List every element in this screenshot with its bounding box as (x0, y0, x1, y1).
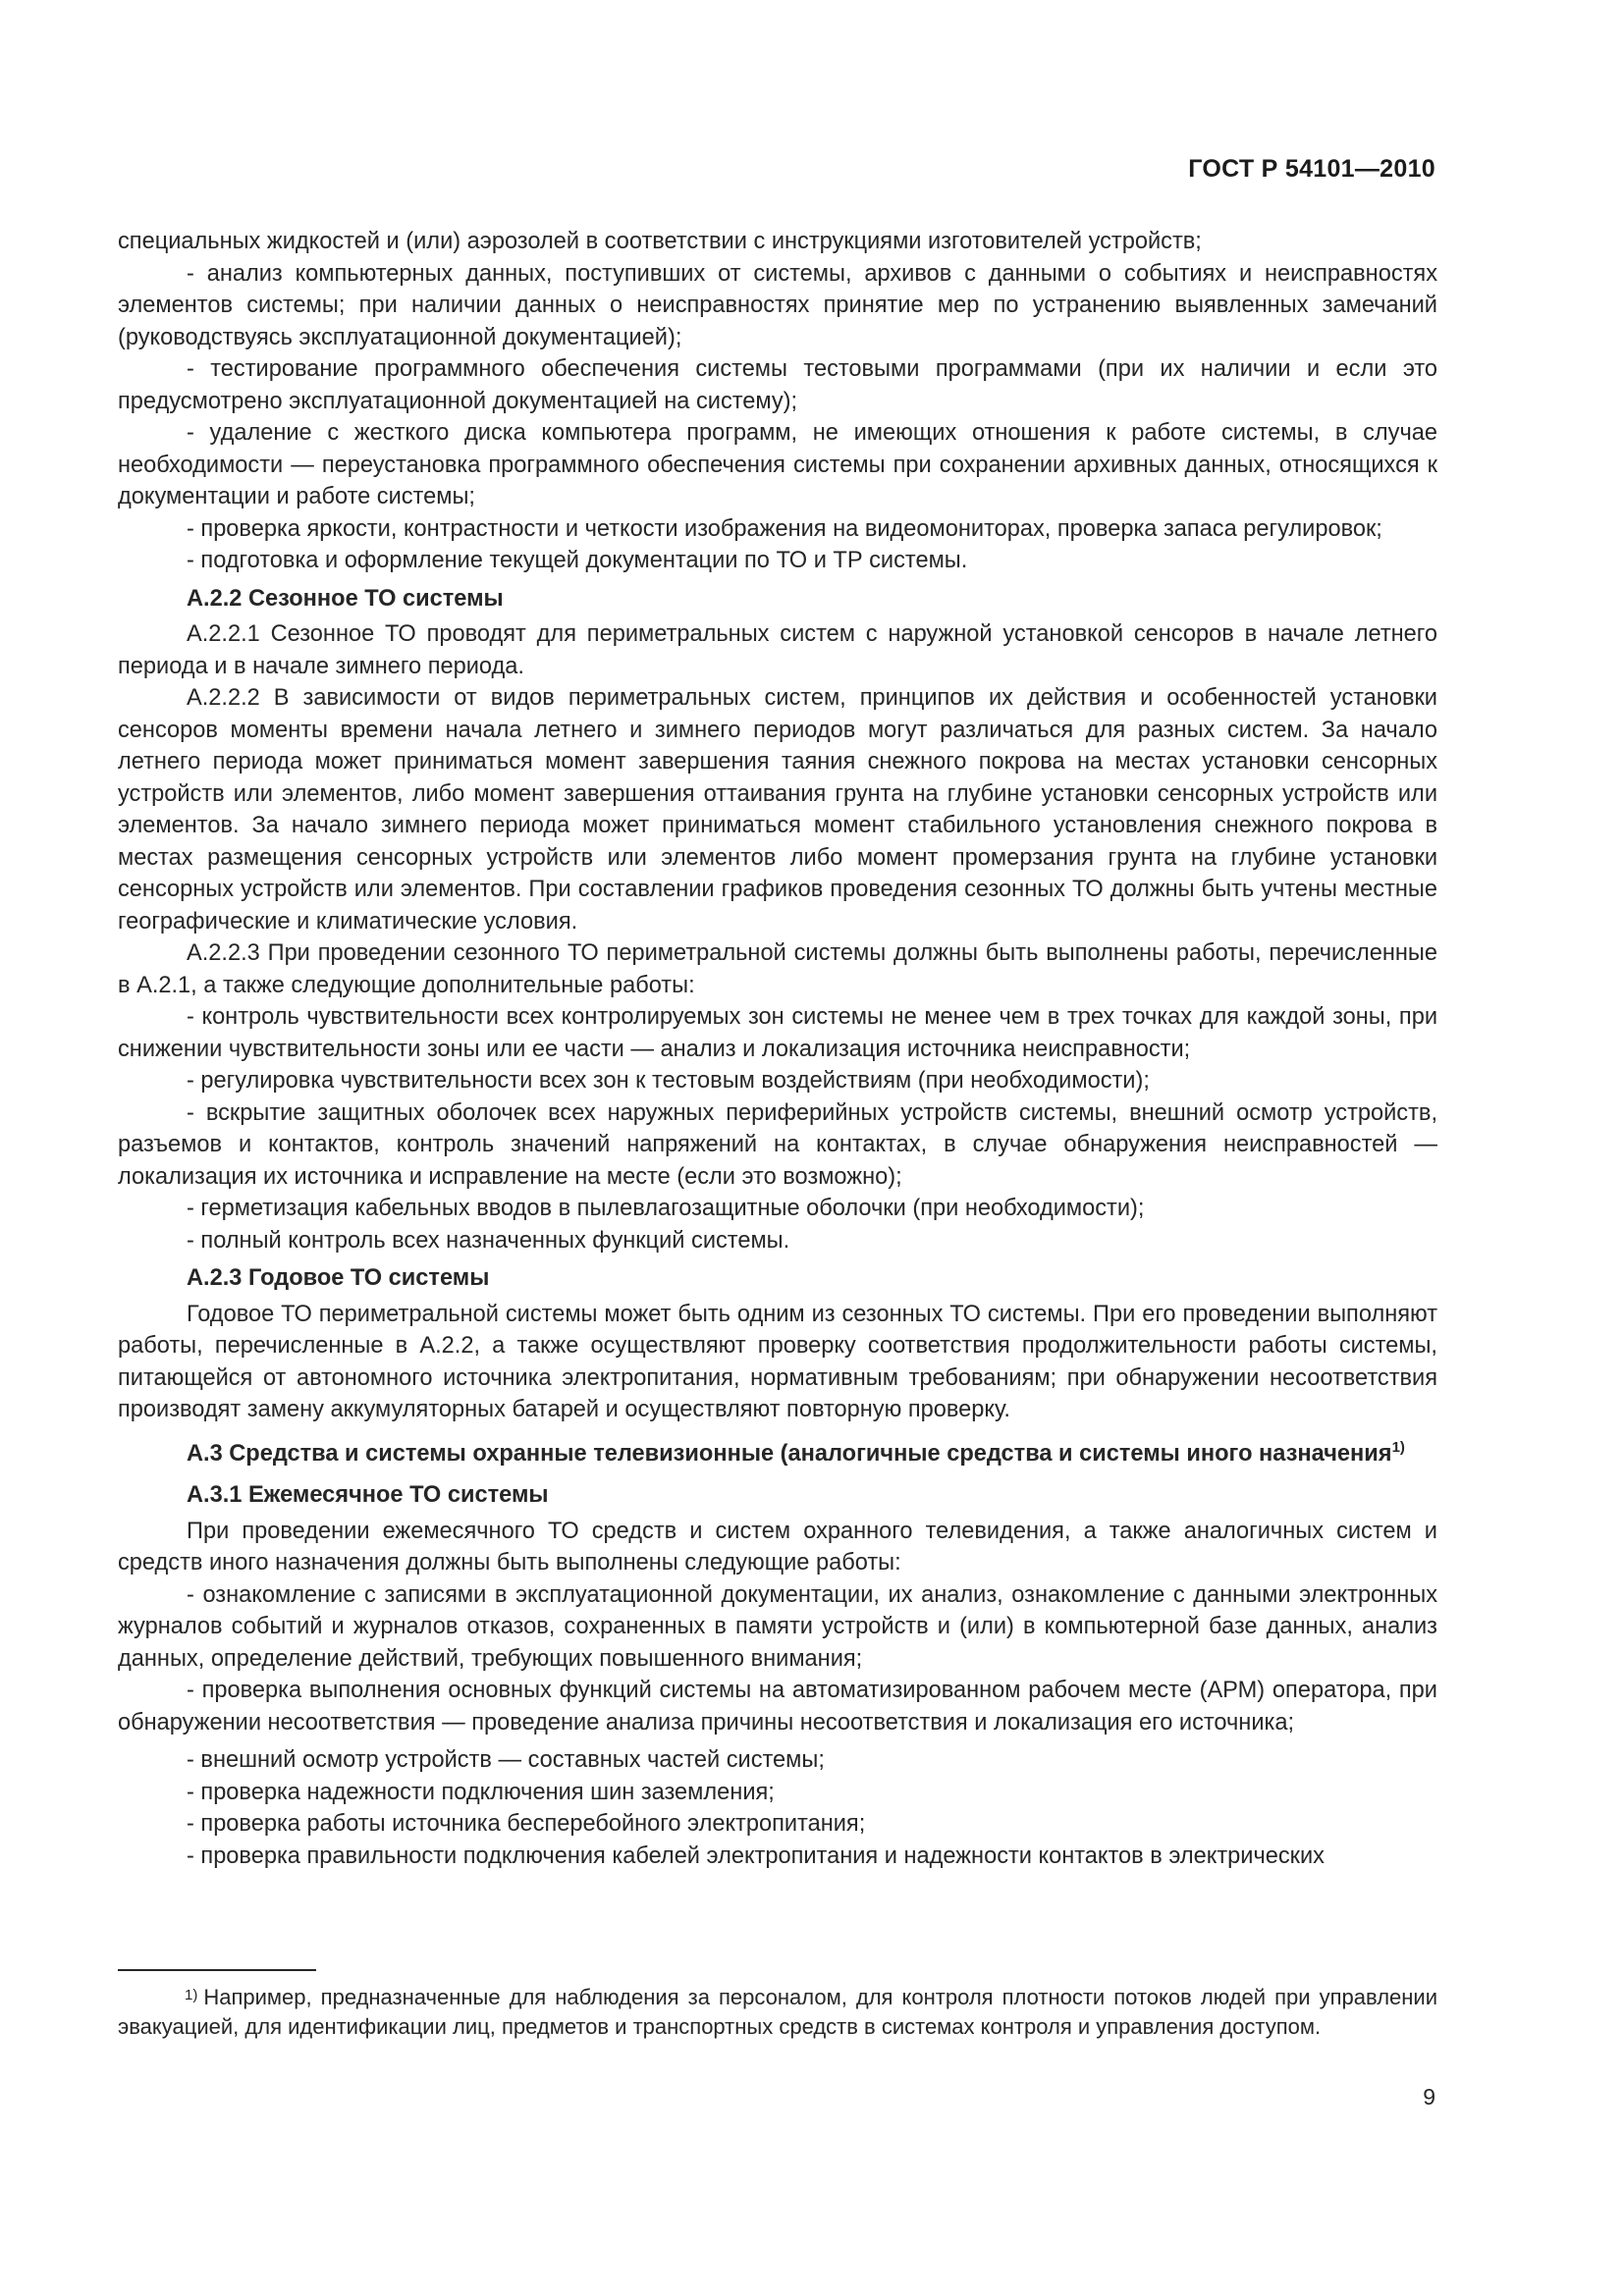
list-item: - анализ компьютерных данных, поступивших от системы, архивов с данными о событиях и неисправностях элементов системы; при наличии данных о неисправностях принятие мер по устранению выявленных замечаний (руководствуясь эксплуатационной документацией); (118, 260, 1437, 350)
list-item: - вскрытие защитных оболочек всех наружных периферийных устройств системы, внешний осмотр устройств, разъемов и контактов, контроль значений напряжений на контактах, в случае обнаружения неисправностей — локализация их источника и исправление на месте (если это возможно); (118, 1099, 1437, 1190)
list-item: - ознакомление с записями в эксплуатационной документации, их анализ, ознакомление с данными электронных журналов событий и журналов отказов, сохраненных в памяти устройств и (или) в компьютерной базе данных, анализ данных, определение действий, требующих повышенного внимания; (118, 1581, 1437, 1672)
list-item: - проверка надежности подключения шин заземления; (187, 1779, 775, 1805)
list-item: - проверка правильности подключения кабелей электропитания и надежности контактов в электрических (187, 1842, 1325, 1869)
list-item: - удаление с жесткого диска компьютера программ, не имеющих отношения к работе системы, в случае необходимости — переустановка программного обеспечения системы при сохранении архивных данных, относящихся к документации и работе системы; (118, 420, 1437, 509)
footnote (118, 1983, 1437, 2042)
list-item: - подготовка и оформление текущей документации по ТО и ТР системы. (187, 548, 968, 573)
footnote-reference: 1) (1391, 1438, 1405, 1456)
list-item: - проверка яркости, контрастности и четкости изображения на видеомониторах, проверка запаса регулировок; (187, 515, 1382, 542)
document-body (118, 226, 1437, 1872)
list-item: - проверка работы источника бесперебойного электропитания; (187, 1811, 866, 1837)
paragraph: А.2.2.1 Сезонное ТО проводят для периметральных систем с наружной установкой сенсоров в начале летнего периода и в начале зимнего периода. (118, 621, 1437, 679)
paragraph: А.2.2.3 При проведении сезонного ТО периметральной системы должны быть выполнены работы, перечисленные в А.2.1, а также следующие дополнительные работы: (118, 940, 1437, 998)
list-item: - тестирование программного обеспечения системы тестовыми программами (при их наличии и если это предусмотрено эксплуатационной документацией на систему); (118, 356, 1437, 414)
section-heading-a23: А.2.3 Годовое ТО системы (187, 1265, 490, 1291)
paragraph: А.2.2.2 В зависимости от видов периметральных систем, принципов их действия и особенностей установки сенсоров моменты времени начала летнего и зимнего периодов могут различаться для разных систем. За начало летнего периода может приниматься момент завершения таяния снежного покрова на местах установки сенсорных устройств или элементов, либо момент завершения оттаивания грунта на глубине установки сенсорных устройств или элементов. За начало зимнего периода может приниматься момент стабильного установления снежного покрова в местах размещения сенсорных устройств или элементов либо момент промерзания грунта на глубине установки сенсорных устройств или элементов. При составлении графиков проведения сезонных ТО должны быть учтены местные географические и климатические условия. (118, 685, 1437, 934)
paragraph: специальных жидкостей и (или) аэрозолей в соответствии с инструкциями изготовителей устройств; (118, 229, 1202, 254)
list-item: - проверка выполнения основных функций системы на автоматизированном рабочем месте (АРМ) оператора, при обнаружении несоответствия — проведение анализа причины несоответствия и локализация его источника; (118, 1678, 1437, 1735)
section-heading-a3 (118, 1438, 1437, 1470)
list-item: - герметизация кабельных вводов в пылевлагозащитные оболочки (при необходимости); (187, 1196, 1145, 1221)
page-number: 9 (1423, 2084, 1435, 2109)
list-item: - контроль чувствительности всех контролируемых зон системы не менее чем в трех точках для каждой зоны, при снижении чувствительности зоны или ее части — анализ и локализация источника неисправности; (118, 1004, 1437, 1062)
footnote-divider (118, 1969, 316, 1971)
list-item: - регулировка чувствительности всех зон к тестовым воздействиям (при необходимости); (187, 1068, 1150, 1094)
footnote-text: Например, предназначенные для наблюдения за персоналом, для контроля плотности потоков людей при управлении эвакуацией, для идентификации лиц, предметов и транспортных средств в системах контроля и управления доступом. (118, 1985, 1437, 2039)
footnote-mark: 1) (185, 1987, 198, 2003)
standard-header: ГОСТ Р 54101—2010 (1188, 155, 1435, 183)
section-heading-a31: А.3.1 Ежемесячное ТО системы (187, 1482, 549, 1508)
list-item: - полный контроль всех назначенных функций системы. (187, 1227, 790, 1254)
paragraph: При проведении ежемесячного ТО средств и систем охранного телевидения, а также аналогичных систем и средств иного назначения должны быть выполнены следующие работы: (118, 1518, 1437, 1575)
list-item: - внешний осмотр устройств — составных частей системы; (187, 1747, 825, 1773)
section-heading-a22: А.2.2 Сезонное ТО системы (187, 585, 504, 612)
section-heading-a3-text: А.3 Средства и системы охранные телевизионные (аналогичные средства и системы иного назначения (187, 1440, 1392, 1467)
paragraph: Годовое ТО периметральной системы может быть одним из сезонных ТО системы. При его проведении выполняют работы, перечисленные в А.2.2, а также осуществляют проверку соответствия продолжительности работы системы, питающейся от автономного источника электропитания, нормативным требованиям; при обнаружении несоответствия производят замену аккумуляторных батарей и осуществляют повторную проверку. (118, 1301, 1437, 1422)
